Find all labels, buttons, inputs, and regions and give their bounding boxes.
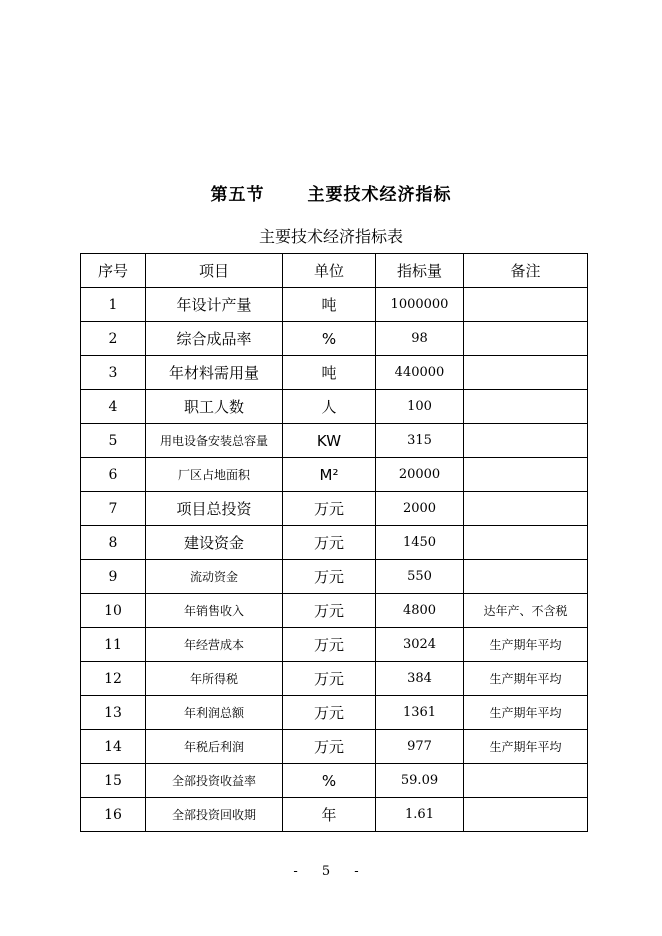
cell-item: 年经营成本 xyxy=(146,628,283,662)
cell-note xyxy=(464,560,588,594)
cell-unit: KW xyxy=(283,424,376,458)
cell-value: 550 xyxy=(376,560,464,594)
header-unit: 单位 xyxy=(283,254,376,288)
cell-no: 4 xyxy=(81,390,146,424)
cell-no: 13 xyxy=(81,696,146,730)
table-row xyxy=(81,390,588,424)
cell-item: 年利润总额 xyxy=(146,696,283,730)
cell-value: 1361 xyxy=(376,696,464,730)
section-title: 主要技术经济指标 xyxy=(307,185,452,205)
cell-note xyxy=(464,356,588,390)
cell-value: 2000 xyxy=(376,492,464,526)
page-number: - 5 - xyxy=(293,864,369,879)
cell-item: 用电设备安装总容量 xyxy=(146,424,283,458)
cell-item: 建设资金 xyxy=(146,526,283,560)
cell-note xyxy=(464,798,588,832)
cell-unit: 万元 xyxy=(283,662,376,696)
cell-no: 7 xyxy=(81,492,146,526)
table-row xyxy=(81,356,588,390)
header-value: 指标量 xyxy=(376,254,464,288)
cell-unit: 万元 xyxy=(283,730,376,764)
cell-note xyxy=(464,492,588,526)
cell-unit: 吨 xyxy=(283,288,376,322)
table-row xyxy=(81,798,588,832)
cell-value: 100 xyxy=(376,390,464,424)
table-row xyxy=(81,696,588,730)
cell-value: 98 xyxy=(376,322,464,356)
table-row xyxy=(81,424,588,458)
cell-unit: 年 xyxy=(283,798,376,832)
cell-unit: % xyxy=(283,322,376,356)
cell-unit: 万元 xyxy=(283,594,376,628)
cell-no: 15 xyxy=(81,764,146,798)
cell-item: 年销售收入 xyxy=(146,594,283,628)
cell-item: 年材料需用量 xyxy=(146,356,283,390)
cell-note xyxy=(464,526,588,560)
cell-no: 16 xyxy=(81,798,146,832)
table-row xyxy=(81,594,588,628)
table-caption: 主要技术经济指标表 xyxy=(258,227,403,246)
section-heading xyxy=(0,180,662,205)
cell-no: 3 xyxy=(81,356,146,390)
cell-no: 8 xyxy=(81,526,146,560)
cell-note xyxy=(464,424,588,458)
cell-unit: 万元 xyxy=(283,696,376,730)
cell-item: 职工人数 xyxy=(146,390,283,424)
header-no: 序号 xyxy=(81,254,146,288)
cell-item: 全部投资收益率 xyxy=(146,764,283,798)
cell-value: 20000 xyxy=(376,458,464,492)
table-header-row xyxy=(81,254,588,288)
cell-item: 流动资金 xyxy=(146,560,283,594)
cell-no: 5 xyxy=(81,424,146,458)
cell-note: 生产期年平均 xyxy=(464,662,588,696)
cell-no: 6 xyxy=(81,458,146,492)
cell-value: 384 xyxy=(376,662,464,696)
cell-note xyxy=(464,288,588,322)
header-item: 项目 xyxy=(146,254,283,288)
cell-note xyxy=(464,390,588,424)
cell-note: 生产期年平均 xyxy=(464,628,588,662)
cell-unit: M² xyxy=(283,458,376,492)
section-number: 第五节 xyxy=(210,185,265,205)
table-row xyxy=(81,628,588,662)
cell-note: 达年产、不含税 xyxy=(464,594,588,628)
table-row xyxy=(81,764,588,798)
cell-value: 440000 xyxy=(376,356,464,390)
cell-item: 综合成品率 xyxy=(146,322,283,356)
cell-note: 生产期年平均 xyxy=(464,696,588,730)
table-row xyxy=(81,458,588,492)
cell-item: 项目总投资 xyxy=(146,492,283,526)
cell-unit: 万元 xyxy=(283,560,376,594)
cell-value: 1000000 xyxy=(376,288,464,322)
cell-note xyxy=(464,322,588,356)
cell-no: 10 xyxy=(81,594,146,628)
table-row xyxy=(81,322,588,356)
cell-item: 全部投资回收期 xyxy=(146,798,283,832)
header-note: 备注 xyxy=(464,254,588,288)
cell-item: 年所得税 xyxy=(146,662,283,696)
cell-no: 11 xyxy=(81,628,146,662)
cell-value: 59.09 xyxy=(376,764,464,798)
cell-unit: 吨 xyxy=(283,356,376,390)
cell-no: 12 xyxy=(81,662,146,696)
cell-item: 厂区占地面积 xyxy=(146,458,283,492)
table-row xyxy=(81,288,588,322)
cell-unit: 万元 xyxy=(283,526,376,560)
cell-value: 3024 xyxy=(376,628,464,662)
cell-value: 1450 xyxy=(376,526,464,560)
cell-unit: 万元 xyxy=(283,628,376,662)
cell-note xyxy=(464,458,588,492)
cell-value: 1.61 xyxy=(376,798,464,832)
cell-value: 315 xyxy=(376,424,464,458)
cell-note xyxy=(464,764,588,798)
table-row xyxy=(81,560,588,594)
table-row xyxy=(81,662,588,696)
cell-note: 生产期年平均 xyxy=(464,730,588,764)
cell-value: 4800 xyxy=(376,594,464,628)
indicator-table xyxy=(80,253,588,832)
cell-no: 14 xyxy=(81,730,146,764)
cell-item: 年税后利润 xyxy=(146,730,283,764)
cell-item: 年设计产量 xyxy=(146,288,283,322)
cell-unit: % xyxy=(283,764,376,798)
table-row xyxy=(81,492,588,526)
cell-no: 2 xyxy=(81,322,146,356)
cell-no: 1 xyxy=(81,288,146,322)
cell-no: 9 xyxy=(81,560,146,594)
table-row xyxy=(81,526,588,560)
cell-unit: 人 xyxy=(283,390,376,424)
cell-value: 977 xyxy=(376,730,464,764)
cell-unit: 万元 xyxy=(283,492,376,526)
table-row xyxy=(81,730,588,764)
